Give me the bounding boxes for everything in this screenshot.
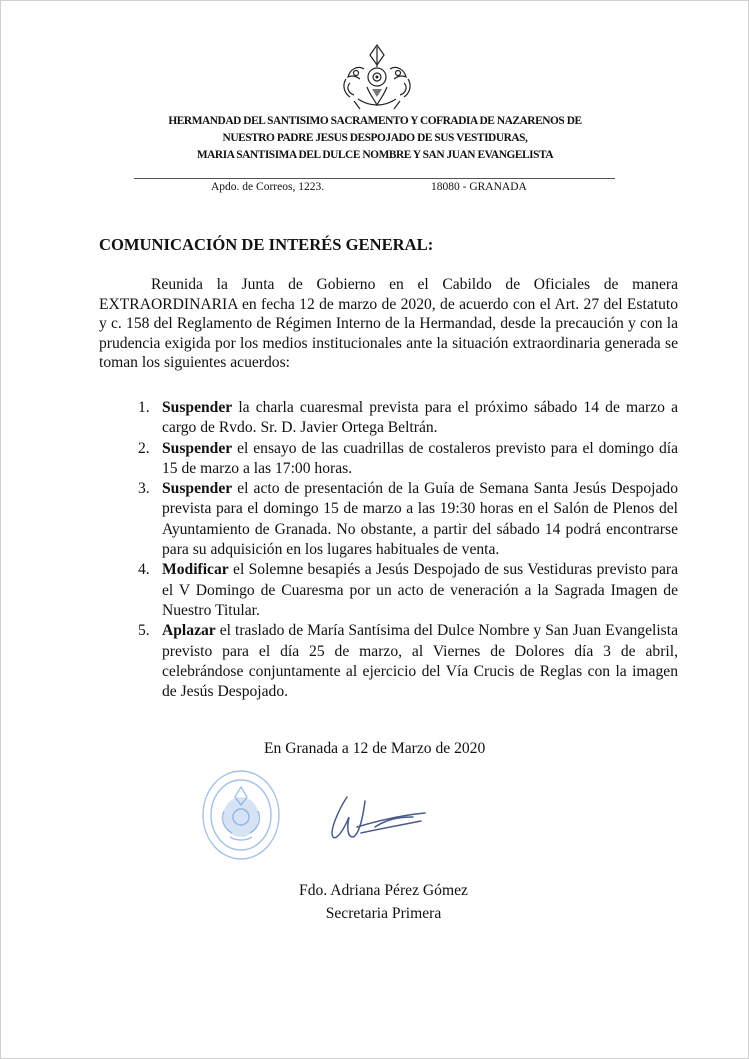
agreements-list [135,398,678,702]
item-text: el acto de presentación de la Guía de Semana Santa Jesús Despojado prevista para el domingo 15 de marzo a las 19:30 horas en el Salón de Plenos del Ayuntamiento de Granada. No obstante, a partir del sábado 14 podrá encontrarse para su adquisición en los lugares habituales de venta. [162,480,678,559]
intro-paragraph [99,275,678,373]
postal-code-city: 18080 - GRANADA [431,181,527,193]
item-number: 5. [138,622,150,640]
item-number: 4. [138,561,150,579]
document-title: COMUNICACIÓN DE INTERÉS GENERAL: [99,235,434,254]
official-seal-stamp [198,767,284,863]
brotherhood-crest-logo [334,43,420,115]
agreement-item [135,398,678,439]
handwritten-signature [317,787,437,847]
signatory-role: Secretaria Primera [325,905,442,922]
agreement-item [135,439,678,480]
brotherhood-name-line-2: NUESTRO PADRE JESUS DESPOJADO DE SUS VESTIDURAS, [222,132,528,144]
header-divider [134,178,615,179]
signatory-name: Fdo. Adriana Pérez Gómez [299,882,468,899]
brotherhood-name-line-1: HERMANDAD DEL SANTISIMO SACRAMENTO Y COFRADIA DE NAZARENOS DE [168,115,582,127]
item-text: el traslado de María Santísima del Dulce Nombre y San Juan Evangelista previsto para el día 25 de marzo, al Viernes de Dolores día 3 de abril, celebrándose conjuntamente al ejercicio del Vía Crucis de Reglas con la imagen de Jesús Despojado. [162,622,678,701]
item-text: el ensayo de las cuadrillas de costaleros previsto para el domingo día 15 de marzo a las 17:00 horas. [162,439,678,477]
item-action: Modificar [162,561,229,579]
date-line: En Granada a 12 de Marzo de 2020 [264,740,486,757]
agreement-item [135,560,678,621]
item-action: Suspender [162,439,233,457]
item-text: el Solemne besapiés a Jesús Despojado de sus Vestiduras previsto para el V Domingo de Cuaresma por un acto de veneración a la Sagrada Imagen de Nuestro Titular. [162,561,678,619]
postal-box-address: Apdo. de Correos, 1223. [211,181,325,193]
item-number: 2. [138,439,150,457]
brotherhood-name-line-3: MARIA SANTISIMA DEL DULCE NOMBRE Y SAN JUAN EVANGELISTA [196,149,554,161]
intro-text: Reunida la Junta de Gobierno en el Cabildo de Oficiales de manera EXTRAORDINARIA en fecha 12 de marzo de 2020, de acuerdo con el Art. 27 del Estatuto y c. 158 del Reglamento de Régimen Interno de la Hermandad, desde la precaución y con la prudencia exigida por los medios institucionales ante la situación extraordinaria generada se toman los siguientes acuerdos: [99,276,678,371]
item-text: la charla cuaresmal prevista para el próximo sábado 14 de marzo a cargo de Rvdo. Sr. D. Javier Ortega Beltrán. [162,399,678,437]
item-action: Suspender [162,399,233,416]
agreement-item [135,479,678,560]
item-action: Suspender [162,480,233,498]
item-number: 1. [138,399,150,416]
item-number: 3. [138,480,150,498]
item-action: Aplazar [162,622,216,640]
agreement-item [135,621,678,702]
